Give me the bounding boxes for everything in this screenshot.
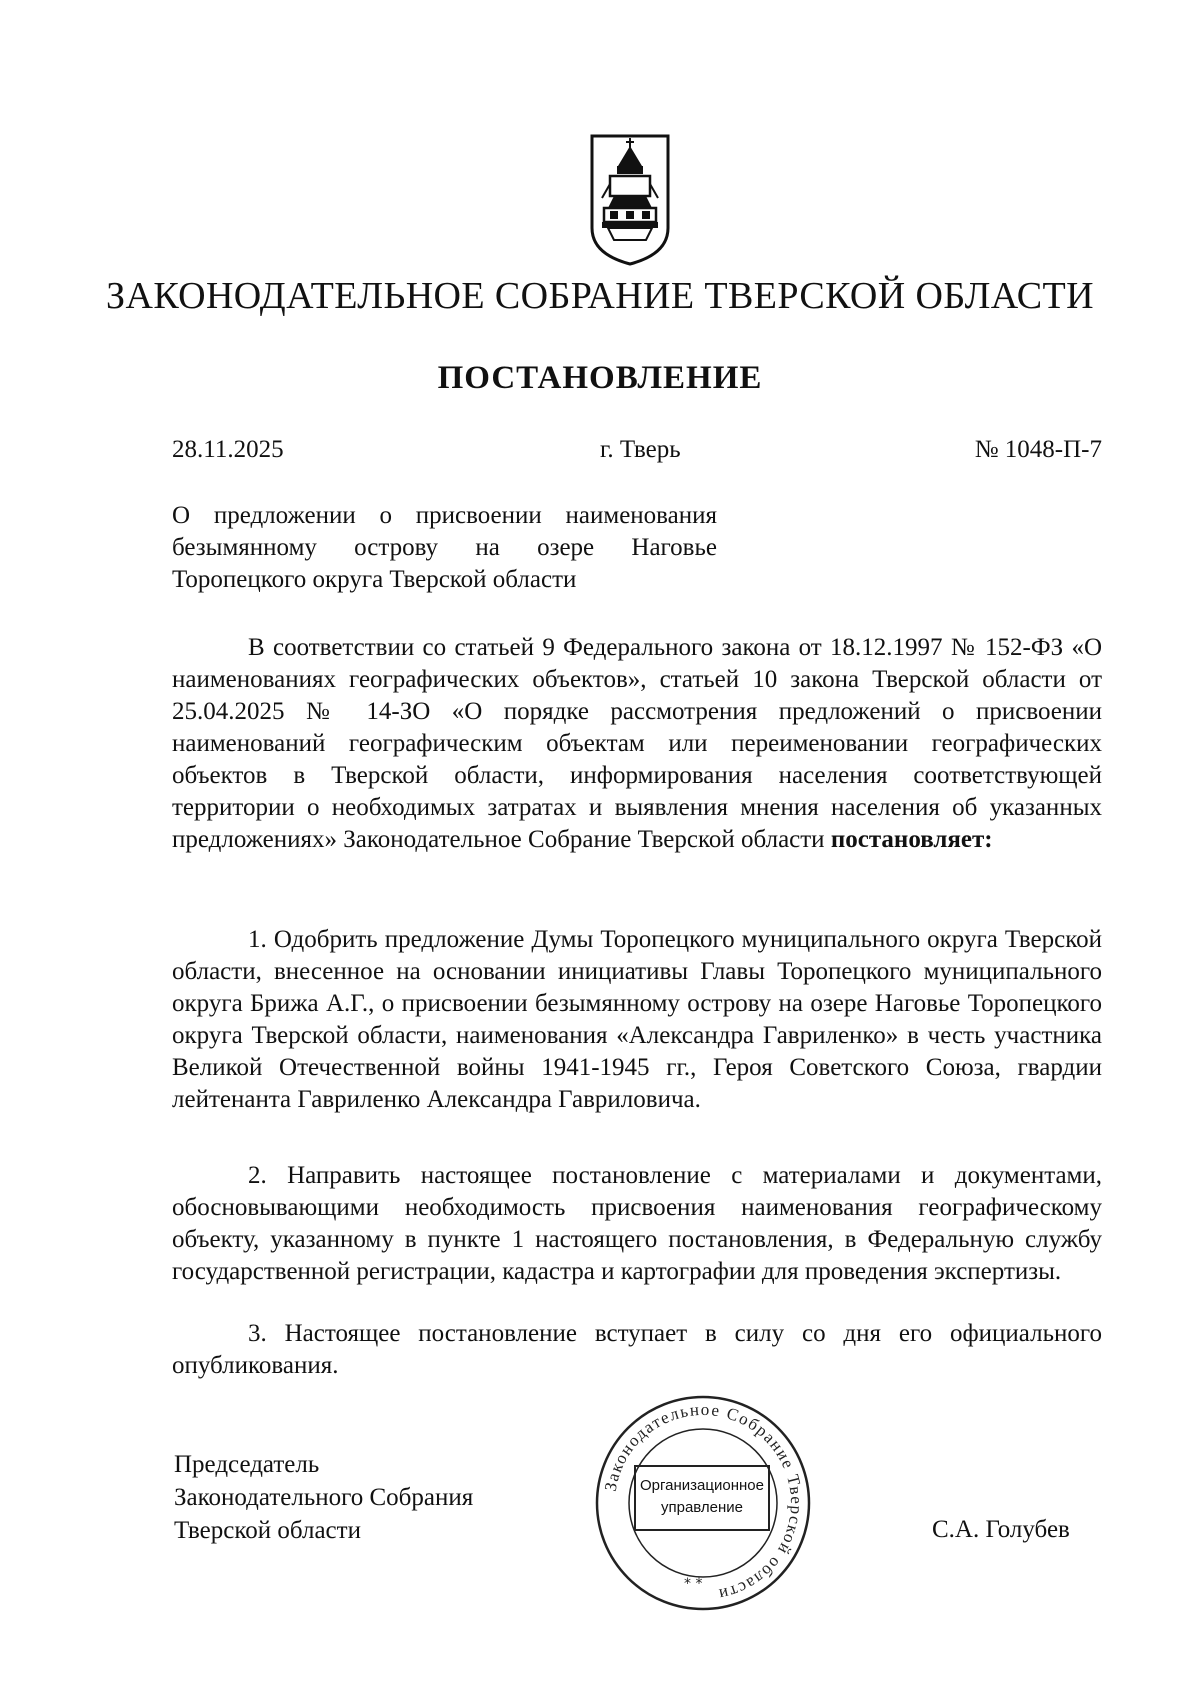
subject-line: О предложении о присвоении наименования xyxy=(172,502,717,529)
preamble-text: В соответствии со статьей 9 Федерального закона от 18.12.1997 № 152-ФЗ «О наименованиях географических объектов», статьей 10 закона Тверской области от 25.04.2025 № 14-ЗО «О порядке рассмотрения предложений о присвоении наименований географическим объектам или переименовании географических объектов в Тверской области, информирования населения соответствующей территории о необходимых затратах и выявления мнения населения об указанных предложениях» Законодательное Собрание Тверской области xyxy=(172,634,1102,853)
document-city: г. Тверь xyxy=(600,436,681,463)
stamp-inner-line: управление xyxy=(660,1499,744,1516)
document-date: 28.11.2025 xyxy=(172,436,284,463)
signatory-name: С.А. Голубев xyxy=(932,1516,1070,1543)
organization-title: ЗАКОНОДАТЕЛЬНОЕ СОБРАНИЕ ТВЕРСКОЙ ОБЛАСТИ xyxy=(106,275,1094,317)
document-number: № 1048-П-7 xyxy=(974,436,1102,463)
subject-line: Торопецкого округа Тверской области xyxy=(172,566,577,593)
stamp-ring-text: Законодательное Собрание Тверской области xyxy=(600,1399,807,1605)
signatory-title-line: Законодательного Собрания xyxy=(174,1484,474,1511)
signatory-title-line: Тверской области xyxy=(174,1517,361,1544)
item-1-paragraph xyxy=(172,924,1102,1116)
subject-heading xyxy=(172,500,717,596)
item-1-text: 1. Одобрить предложение Думы Торопецкого муниципального округа Тверской области, внесенное на основании инициативы Главы Торопецкого муниципального округа Брижа А.Г., о присвоении безымянному острову на озере Наговье Торопецкого округа Тверской области, наименования «Александра Гавриленко» в честь участника Великой Отечественной войны 1941-1945 гг., Героя Советского Союза, гвардии лейтенанта Гавриленко Александра Гавриловича. xyxy=(172,926,1102,1113)
item-2-text: 2. Направить настоящее постановление с материалами и документами, обосновывающими необходимость присвоения наименования географическому объекту, указанному в пункте 1 настоящего постановления, в Федеральную службу государственной регистрации, кадастра и картографии для проведения экспертизы. xyxy=(172,1162,1102,1285)
stamp-inner-line: Организационное xyxy=(640,1477,764,1494)
svg-text:* *: * * xyxy=(684,1576,703,1592)
resolves-word: постановляет: xyxy=(830,826,993,853)
item-3-paragraph xyxy=(172,1318,1102,1382)
signatory-title xyxy=(174,1448,473,1547)
document-type-title: ПОСТАНОВЛЕНИЕ xyxy=(437,360,763,396)
preamble-paragraph xyxy=(172,632,1102,856)
coat-of-arms-icon xyxy=(588,132,672,266)
item-3-text: 3. Настоящее постановление вступает в силу со дня его официального опубликования. xyxy=(172,1320,1102,1379)
signatory-title-line: Председатель xyxy=(174,1451,320,1478)
subject-line: безымянному острову на озере Наговье xyxy=(172,534,717,561)
item-2-paragraph xyxy=(172,1160,1102,1288)
stamp-inner-box xyxy=(634,1465,770,1531)
